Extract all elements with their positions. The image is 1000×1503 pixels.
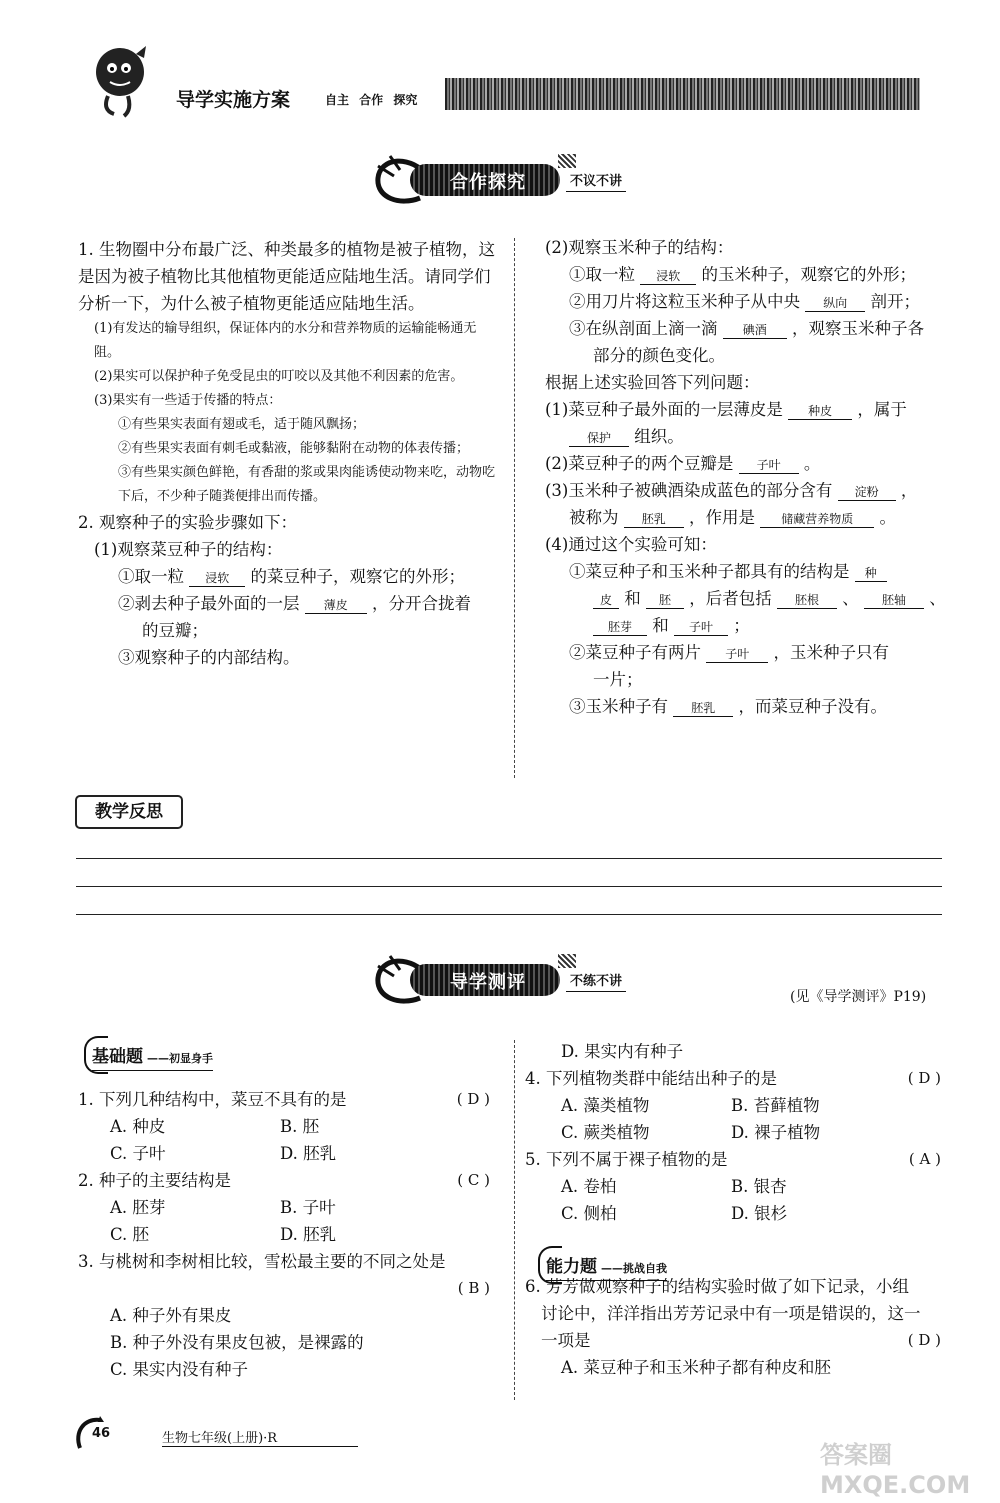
option: A. 卷柏 [561,1177,617,1196]
quiz-q1-opts2 [78,1140,498,1167]
option: A. 胚芽 [110,1198,166,1217]
quiz-q1-opts [78,1113,498,1140]
watermark: 答案圈 MXQE.COM [820,1441,971,1499]
column-divider-2 [514,1040,515,1400]
ability-section-title [546,1252,667,1277]
q-answer: ( D ) [907,1069,941,1087]
step-text: 剖开； [870,292,920,311]
fill-blank: 胚乳 [624,511,684,528]
option: C. 胚 [110,1225,150,1244]
quiz-q3: 3. 与桃树和李树相比较，雪松最主要的不同之处是 [78,1252,446,1271]
step-text: ①取一粒 [569,265,635,284]
right-column [545,234,960,720]
step-text: ，后者包括 [689,589,772,608]
question-2: 2. 观察种子的实验步骤如下： [78,513,297,532]
step-text: (2)菜豆种子的两个豆瓣是 [545,454,734,473]
option: D. 裸子植物 [731,1123,821,1142]
basic-section-title [92,1042,213,1067]
book-title: 生物七年级(上册)·R [162,1431,278,1446]
header-title: 导学实施方案 [176,89,291,111]
step-text: (3)玉米种子被碘酒染成蓝色的部分含有 [545,481,833,500]
option: C. 蕨类植物 [561,1123,650,1142]
quiz-right [525,1038,945,1381]
answer-3-1: ①有些果实表面有翅或毛，适于随风飘扬； [118,417,366,432]
fill-blank: 种 [855,565,887,582]
option: B. 银杏 [731,1177,787,1196]
section-banner-cooperation [370,148,670,210]
option: A. 藻类植物 [561,1096,650,1115]
q-answer: ( A ) [908,1150,941,1168]
header-bar [445,78,920,110]
fill-blank: 胚芽 [593,619,647,636]
step-text: 被称为 [569,508,619,527]
r-q4-1-cont [545,585,960,612]
fill-blank: 浸软 [640,268,696,285]
fill-blank: 皮 [593,592,619,609]
step-text: ，而菜豆种子没有。 [738,697,887,716]
step-text: ； [733,616,750,635]
corn-step-3 [545,315,960,342]
step-text: ②用刀片将这粒玉米种子从中央 [569,292,800,311]
step-text: ②菜豆种子有两片 [569,643,701,662]
fill-blank: 胚 [646,592,684,609]
step-text: 和 [624,589,641,608]
quiz-q2 [78,1167,498,1194]
fill-blank: 子叶 [674,619,728,636]
option: C. 侧柏 [561,1204,617,1223]
option: A. 种子外有果皮 [110,1306,232,1325]
step-text: 。 [879,508,896,527]
step-1 [78,563,498,590]
step-text: 和 [652,616,669,635]
left-column [78,236,498,671]
step-text: (1)菜豆种子最外面的一层薄皮是 [545,400,783,419]
banner-title: 合作探究 [450,172,526,193]
fill-blank: 纵向 [805,295,865,312]
option: B. 苔藓植物 [731,1096,820,1115]
step-text: ①取一粒 [118,567,184,586]
banner-tag: 不练不讲 [566,970,626,992]
answer-intro: 根据上述实验回答下列问题： [545,373,760,392]
step-text: ①菜豆种子和玉米种子都具有的结构是 [569,562,850,581]
column-divider [514,238,515,778]
fill-blank: 胚轴 [864,592,924,609]
step-text: 、 [929,589,946,608]
r-q2 [545,450,960,477]
fill-blank: 子叶 [706,646,768,663]
dots-decor [558,154,576,168]
step-text: 。 [803,454,821,473]
option: B. 子叶 [280,1198,336,1217]
answer-3-3: ③有些果实颜色鲜艳，有香甜的浆或果肉能诱使动物来吃，动物吃下后，不少种子随粪便排出而传播。 [118,465,496,504]
option: A. 菜豆种子和玉米种子都有种皮和胚 [561,1358,831,1377]
fill-blank: 储藏营养物质 [760,511,874,528]
section-banner-assessment [370,948,670,1010]
quiz-q2-opts2 [78,1221,498,1248]
section-subtitle: ——初显身手 [147,1052,213,1065]
r-q3 [545,477,960,504]
reference-note: (见《导学测评》P19) [790,989,927,1005]
quiz-q4-opts2 [525,1119,945,1146]
q-text: 1. 下列几种结构中，菜豆不具有的是 [78,1090,347,1109]
r-q1 [545,396,960,423]
r-q1-cont [545,423,960,450]
step-text: 的菜豆种子，观察它的外形； [250,567,465,586]
r-q4-2 [545,639,960,666]
q-answer: ( D ) [907,1331,941,1349]
mascot-icon [88,40,158,120]
question-2-1: (1)观察菜豆种子的结构： [94,540,283,559]
quiz-q5 [525,1146,945,1173]
r-q3-cont [545,504,960,531]
option: C. 子叶 [110,1144,166,1163]
corn-step-3-cont: 部分的颜色变化。 [593,346,725,365]
step-text: ，属于 [857,400,907,419]
section-subtitle: ——挑战自我 [601,1262,667,1275]
q-answer: ( C ) [457,1171,490,1189]
fill-blank: 保护 [569,430,629,447]
option: D. 银杉 [731,1204,788,1223]
section-title-text: 基础题 [92,1047,143,1067]
step-text: ，分开合拢着 [372,594,471,613]
step-text: ，作用是 [689,508,755,527]
quiz-q1 [78,1086,498,1113]
right-heading: (2)观察玉米种子的结构： [545,238,734,257]
quiz-q4-opts [525,1092,945,1119]
step-text: 组织。 [634,427,684,446]
q-text: 5. 下列不属于裸子植物的是 [525,1150,728,1169]
r-q4-1-cont2 [545,612,960,639]
r-q4-2-cont: 一片； [593,670,643,689]
step-2 [78,590,498,617]
q-answer: ( D ) [456,1090,490,1108]
step-text: 、 [842,589,859,608]
page-number: 46 [92,1426,111,1441]
r-q4: (4)通过这个实验可知： [545,535,717,554]
q-text: 一项是 [541,1331,591,1350]
quiz-q5-opts [525,1173,945,1200]
step-text: ③玉米种子有 [569,697,668,716]
q-answer: ( B ) [457,1279,490,1297]
option: B. 胚 [280,1117,320,1136]
quiz-q6-cont2 [525,1327,945,1354]
step-text: ③在纵剖面上滴一滴 [569,319,718,338]
fill-blank: 薄皮 [305,597,367,614]
banner-tag: 不议不讲 [566,170,626,192]
writing-line [76,914,942,915]
fill-blank: 胚乳 [673,700,733,717]
step-text: ，观察玉米种子各 [792,319,924,338]
corn-step-2 [545,288,960,315]
writing-line [76,858,942,859]
quiz-q5-opts2 [525,1200,945,1227]
r-q4-1 [545,558,960,585]
q-text: 4. 下列植物类群中能结出种子的是 [525,1069,777,1088]
writing-line [76,886,942,887]
footer-rule [162,1446,358,1447]
fill-blank: 淀粉 [838,484,896,501]
answer-3: (3)果实有一些适于传播的特点： [94,393,282,408]
answer-2: (2)果实可以保护种子免受昆虫的叮咬以及其他不利因素的危害。 [94,369,464,384]
option: D. 胚乳 [280,1225,337,1244]
option: C. 果实内没有种子 [110,1360,249,1379]
option: A. 种皮 [110,1117,166,1136]
corn-step-1 [545,261,960,288]
quiz-left [78,1086,498,1383]
step-text: ②剥去种子最外面的一层 [118,594,300,613]
option: D. 胚乳 [280,1144,337,1163]
step-text: ， [900,481,918,500]
header-subtitle: 自主 合作 探究 [325,93,418,107]
r-q4-3 [545,693,960,720]
step-2-cont: 的豆瓣； [142,621,208,640]
quiz-q2-opts [78,1194,498,1221]
step-text: 的玉米种子，观察它的外形； [701,265,916,284]
quiz-q6-cont: 讨论中，洋洋指出芳芳记录中有一项是错误的，这一 [541,1304,921,1323]
section-title-text: 能力题 [546,1257,597,1277]
fill-blank: 浸软 [189,570,245,587]
banner-title: 导学测评 [450,972,526,993]
fill-blank: 胚根 [777,592,837,609]
answer-3-2: ②有些果实表面有刺毛或黏液，能够黏附在动物的体表传播； [118,441,470,456]
answer-1: (1)有发达的输导组织，保证体内的水分和营养物质的运输能畅通无阻。 [94,321,477,360]
quiz-q4 [525,1065,945,1092]
quiz-q6: 6. 芳芳做观察种子的结构实验时做了如下记录，小组 [525,1277,909,1296]
dots-decor [558,954,576,968]
fill-blank: 子叶 [739,457,799,474]
question-1: 1. 生物圈中分布最广泛、种类最多的植物是被子植物，这是因为被子植物比其他植物更能适应陆地生活。请同学们分析一下，为什么被子植物更能适应陆地生活。 [78,240,495,313]
teaching-reflection-label: 教学反思 [75,795,183,829]
option: D. 果实内有种子 [561,1042,684,1061]
fill-blank: 种皮 [788,403,852,420]
fill-blank: 碘酒 [723,322,787,339]
step-3: ③观察种子的内部结构。 [118,648,300,667]
option: B. 种子外没有果皮包被，是裸露的 [110,1333,364,1352]
step-text: ，玉米种子只有 [773,643,889,662]
q-text: 2. 种子的主要结构是 [78,1171,231,1190]
